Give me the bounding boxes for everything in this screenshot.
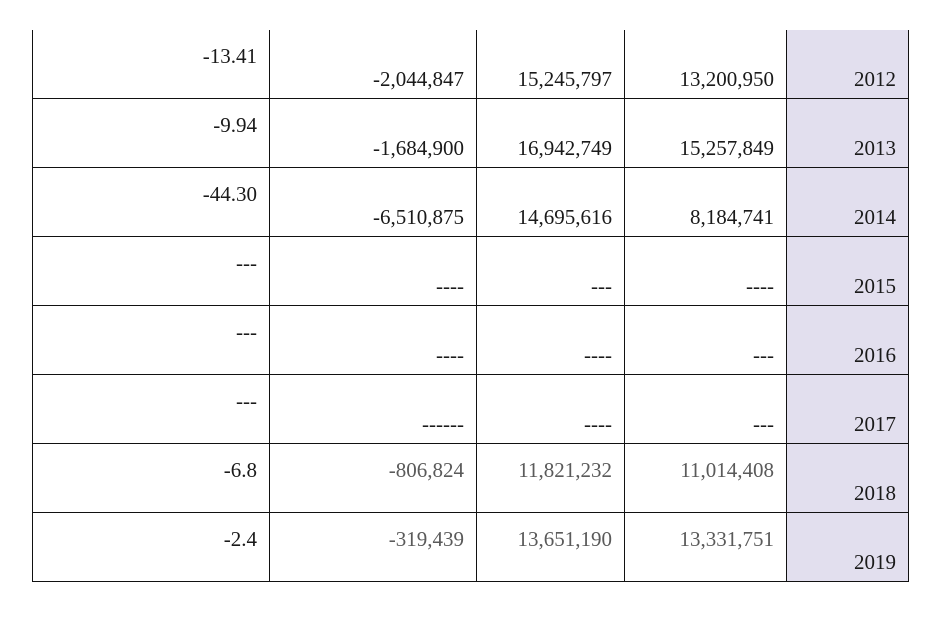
- change-pct-cell: [33, 306, 270, 375]
- exports-cell: [625, 444, 787, 513]
- imports-cell: [477, 30, 625, 99]
- imports-cell: [477, 444, 625, 513]
- imports-cell: [477, 513, 625, 582]
- imports-value: ----: [584, 412, 612, 436]
- year-value: 2015: [854, 274, 896, 298]
- change-pct-cell: [33, 168, 270, 237]
- exports-value: 13,331,751: [679, 527, 774, 551]
- exports-value: 8,184,741: [690, 205, 774, 229]
- change-pct-cell: [33, 444, 270, 513]
- change-pct-value: ---: [236, 251, 257, 275]
- exports-cell: [625, 513, 787, 582]
- exports-value: 11,014,408: [680, 458, 774, 482]
- table-row: [33, 237, 909, 306]
- balance-value: -806,824: [388, 458, 464, 482]
- imports-value: 16,942,749: [517, 136, 612, 160]
- imports-cell: [477, 237, 625, 306]
- balance-cell: [270, 168, 477, 237]
- table-row: [33, 168, 909, 237]
- balance-value: -2,044,847: [373, 67, 464, 91]
- balance-value: ----: [436, 343, 464, 367]
- balance-cell: [270, 444, 477, 513]
- exports-cell: [625, 375, 787, 444]
- change-pct-cell: [33, 30, 270, 99]
- table-row: [33, 99, 909, 168]
- exports-cell: [625, 168, 787, 237]
- year-cell: [787, 237, 909, 306]
- change-pct-value: -13.41: [202, 44, 257, 68]
- exports-cell: [625, 30, 787, 99]
- exports-value: 15,257,849: [679, 136, 774, 160]
- year-value: 2013: [854, 136, 896, 160]
- year-cell: [787, 306, 909, 375]
- year-value: 2012: [854, 67, 896, 91]
- table-row: [33, 444, 909, 513]
- balance-cell: [270, 99, 477, 168]
- imports-value: 15,245,797: [517, 67, 612, 91]
- balance-cell: [270, 237, 477, 306]
- imports-value: 11,821,232: [518, 458, 612, 482]
- year-value: 2014: [854, 205, 896, 229]
- imports-cell: [477, 168, 625, 237]
- year-cell: [787, 444, 909, 513]
- exports-value: 13,200,950: [679, 67, 774, 91]
- balance-cell: [270, 375, 477, 444]
- balance-cell: [270, 30, 477, 99]
- table-row: [33, 30, 909, 99]
- year-cell: [787, 30, 909, 99]
- imports-value: ----: [584, 343, 612, 367]
- change-pct-value: -6.8: [223, 458, 257, 482]
- imports-cell: [477, 306, 625, 375]
- year-value: 2017: [854, 412, 896, 436]
- exports-value: ---: [753, 412, 774, 436]
- change-pct-cell: [33, 237, 270, 306]
- change-pct-value: ---: [236, 320, 257, 344]
- trade-data-table: [32, 30, 909, 582]
- exports-cell: [625, 306, 787, 375]
- change-pct-cell: [33, 513, 270, 582]
- exports-value: ---: [753, 343, 774, 367]
- imports-value: 14,695,616: [517, 205, 612, 229]
- change-pct-value: -9.94: [213, 113, 257, 137]
- year-cell: [787, 375, 909, 444]
- balance-value: ------: [422, 412, 464, 436]
- change-pct-value: -2.4: [223, 527, 257, 551]
- exports-value: ----: [746, 274, 774, 298]
- year-cell: [787, 99, 909, 168]
- year-value: 2016: [854, 343, 896, 367]
- balance-value: ----: [436, 274, 464, 298]
- change-pct-cell: [33, 375, 270, 444]
- table-row: [33, 306, 909, 375]
- year-cell: [787, 168, 909, 237]
- change-pct-cell: [33, 99, 270, 168]
- imports-value: 13,651,190: [517, 527, 612, 551]
- table-row: [33, 513, 909, 582]
- balance-value: -319,439: [388, 527, 464, 551]
- imports-cell: [477, 99, 625, 168]
- change-pct-value: ---: [236, 389, 257, 413]
- balance-cell: [270, 513, 477, 582]
- exports-cell: [625, 237, 787, 306]
- balance-value: -1,684,900: [373, 136, 464, 160]
- balance-cell: [270, 306, 477, 375]
- year-value: 2018: [854, 481, 896, 505]
- imports-cell: [477, 375, 625, 444]
- balance-value: -6,510,875: [373, 205, 464, 229]
- year-value: 2019: [854, 550, 896, 574]
- change-pct-value: -44.30: [202, 182, 257, 206]
- imports-value: ---: [591, 274, 612, 298]
- table-row: [33, 375, 909, 444]
- year-cell: [787, 513, 909, 582]
- exports-cell: [625, 99, 787, 168]
